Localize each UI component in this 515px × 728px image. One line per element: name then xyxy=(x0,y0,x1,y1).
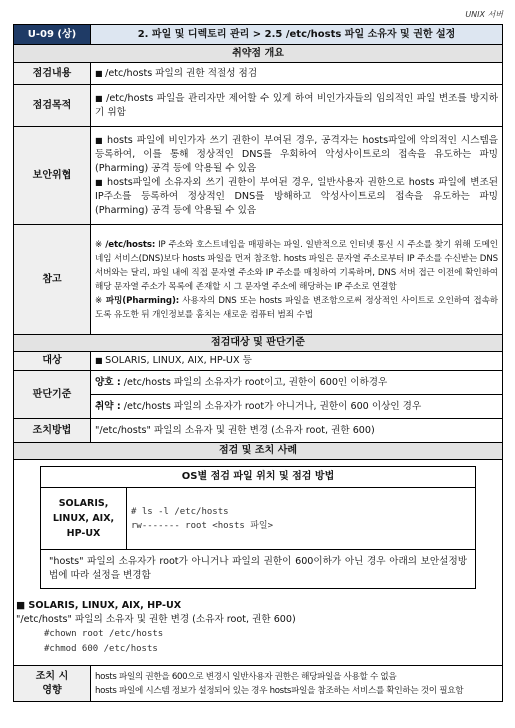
criteria-section-title: 점검대상 및 판단기준 xyxy=(14,335,503,352)
reference-text-hosts: IP 주소와 호스트네임을 매핑하는 파일. 일반적으로 인터넷 통신 시 주소를 찾기 위해 도메인 네임 서비스(DNS)보다 hosts 파일을 먼저 참조함. hosts 파일은 문자열 주소로부터 IP 주소를 수신받는 DNS 서버와는 달리, 파일 내에 직접 문자열 주소와 IP 주소를 매칭하여 기록하며, DNS 서버 접근 이전에 확인하여 해당 문자열 주소가 목록에 존재할 시 그 문자열 주소에 해당하는 IP 주소로 연결함 xyxy=(95,239,499,292)
bad-text: /etc/hosts 파일의 소유자가 root가 아니거나, 권한이 600 이상인 경우 xyxy=(120,400,422,412)
impact-label-line-1: 조치 시 xyxy=(35,670,69,682)
impact-value xyxy=(91,666,503,702)
remediation-command-2: #chmod 600 /etc/hosts xyxy=(44,644,158,654)
checklist-page xyxy=(13,24,502,702)
os-line-2: LINUX, AIX, xyxy=(52,513,115,524)
item-title: 2. 파일 및 디렉토리 관리 > 2.5 /etc/hosts 파일 소유자 및 권한 설정 xyxy=(91,25,503,45)
reference-note-hosts: ※ /etc/hosts: IP 주소와 호스트네임을 매핑하는 파일. 일반적으로 인터넷 통신 시 주소를 찾기 위해 도메인 네임 서비스(DNS)보다 hosts 파일을 먼저 참조함. hosts 파일은 문자열 주소로부터 IP 주소를 수신받는 DNS 서버와는 달리, 파일 내에 직접 문자열 주소와 IP 주소를 매칭하여 기록하며, DNS 서버 접근 이전에 확인하여 해당 문자열 주소가 목록에 존재할 시 그 문자열 주소에 해당하는 IP 주소로 연결함 xyxy=(95,239,499,292)
impact-line-1: hosts 파일의 권한을 600으로 변경시 일반사용자 권한은 해당파일을 사용할 수 없음 xyxy=(95,671,397,682)
procedure-section-title: 점검 및 조치 사례 xyxy=(14,443,503,460)
reference-note-pharming: ※ 파밍(Pharming): 사용자의 DNS 또는 hosts 파일을 변조함으로써 정상적인 사이트로 오인하여 접속하도록 유도한 뒤 개인정보를 훔치는 새로운 컴퓨터 범죄 수법 xyxy=(95,295,499,320)
reference-label: 참고 xyxy=(14,225,91,335)
impact-line-2: hosts 파일에 시스템 정보가 설정되어 있는 경우 hosts파일을 참조하는 서비스를 확인하는 것이 필요함 xyxy=(95,685,464,696)
remediation-steps xyxy=(14,595,502,661)
check-commands xyxy=(127,488,476,550)
impact-label-line-2: 영향 xyxy=(42,684,62,696)
purpose-label: 점검목적 xyxy=(14,85,91,127)
purpose-text: ■ /etc/hosts 파일을 관리자만 제어할 수 있게 하여 비인가자들의 임의적인 파일 변조를 방지하기 위함 xyxy=(95,93,498,118)
reference-term-pharming: 파밍(Pharming): xyxy=(105,295,180,306)
os-line-1: SOLARIS, xyxy=(58,498,109,509)
check-command-1: # ls -l /etc/hosts xyxy=(131,506,229,517)
item-id: U-09 (상) xyxy=(14,25,91,45)
judge-label: 판단기준 xyxy=(14,371,91,419)
action-label: 조치방법 xyxy=(14,419,91,443)
target-label: 대상 xyxy=(14,352,91,371)
document-category: UNIX 서버 xyxy=(465,10,503,19)
os-list xyxy=(41,488,127,550)
os-line-3: HP-UX xyxy=(66,528,101,539)
content-text: ■ /etc/hosts 파일의 권한 적절성 점검 xyxy=(95,68,257,79)
content-value xyxy=(91,63,503,85)
action-text: "/etc/hosts" 파일의 소유자 및 권한 변경 (소유자 root, 권한 600) xyxy=(91,419,503,443)
good-text: /etc/hosts 파일의 소유자가 root이고, 권한이 600인 이하경우 xyxy=(120,376,388,388)
judge-bad xyxy=(91,395,503,419)
check-command-2: rw------- root <hosts 파일> xyxy=(131,520,274,531)
good-label: 양호 : xyxy=(95,376,121,388)
checklist-table xyxy=(13,24,503,702)
threat-item-1: ■ hosts 파일에 비인가자 쓰기 권한이 부여된 경우, 공격자는 hosts파일에 악의적인 시스템을 등록하여, 이를 통해 정상적인 DNS를 우회하여 악성사이트로의 접속을 유도하는 파밍(Pharming) 공격 등에 악용될 수 있음 xyxy=(95,134,498,176)
procedure-cell xyxy=(14,460,503,666)
remediation-command-1: #chown root /etc/hosts xyxy=(44,629,164,639)
impact-label xyxy=(14,666,91,702)
judge-good xyxy=(91,371,503,395)
overview-section-title: 취약점 개요 xyxy=(14,45,503,63)
threat-label: 보안위협 xyxy=(14,127,91,225)
content-label: 점검내용 xyxy=(14,63,91,85)
target-value xyxy=(91,352,503,371)
check-description: "hosts" 파일의 소유자가 root가 아니거나 파일의 권한이 600이하가 아닌 경우 아래의 보안설정방법에 따라 설정을 변경함 xyxy=(41,550,476,589)
threat-item-2: ■ hosts파일에 소유자외 쓰기 권한이 부여된 경우, 일반사용자 권한으로 hosts 파일에 변조된 IP주소를 등록하여 정상적인 DNS를 방해하고 악성사이트로의 접속을 유도하는 파밍(Pharming) 공격 등에 악용될 수 있음 xyxy=(95,176,498,218)
os-table-title: OS별 점검 파일 위치 및 점검 방법 xyxy=(41,467,476,488)
threat-value xyxy=(91,127,503,225)
remediation-text: "/etc/hosts" 파일의 소유자 및 권한 변경 (소유자 root, 권한 600) xyxy=(16,614,296,625)
bad-label: 취약 : xyxy=(95,400,121,412)
reference-value xyxy=(91,225,503,335)
os-check-table xyxy=(40,466,476,589)
reference-term-hosts: /etc/hosts: xyxy=(105,239,156,250)
target-text: ■ SOLARIS, LINUX, AIX, HP-UX 등 xyxy=(95,355,252,366)
remediation-os-heading: ■ SOLARIS, LINUX, AIX, HP-UX xyxy=(16,600,182,611)
reference-text-pharming: 사용자의 DNS 또는 hosts 파일을 변조함으로써 정상적인 사이트로 오인하여 접속하도록 유도한 뒤 개인정보를 훔치는 새로운 컴퓨터 범죄 수법 xyxy=(95,295,499,320)
purpose-value xyxy=(91,85,503,127)
